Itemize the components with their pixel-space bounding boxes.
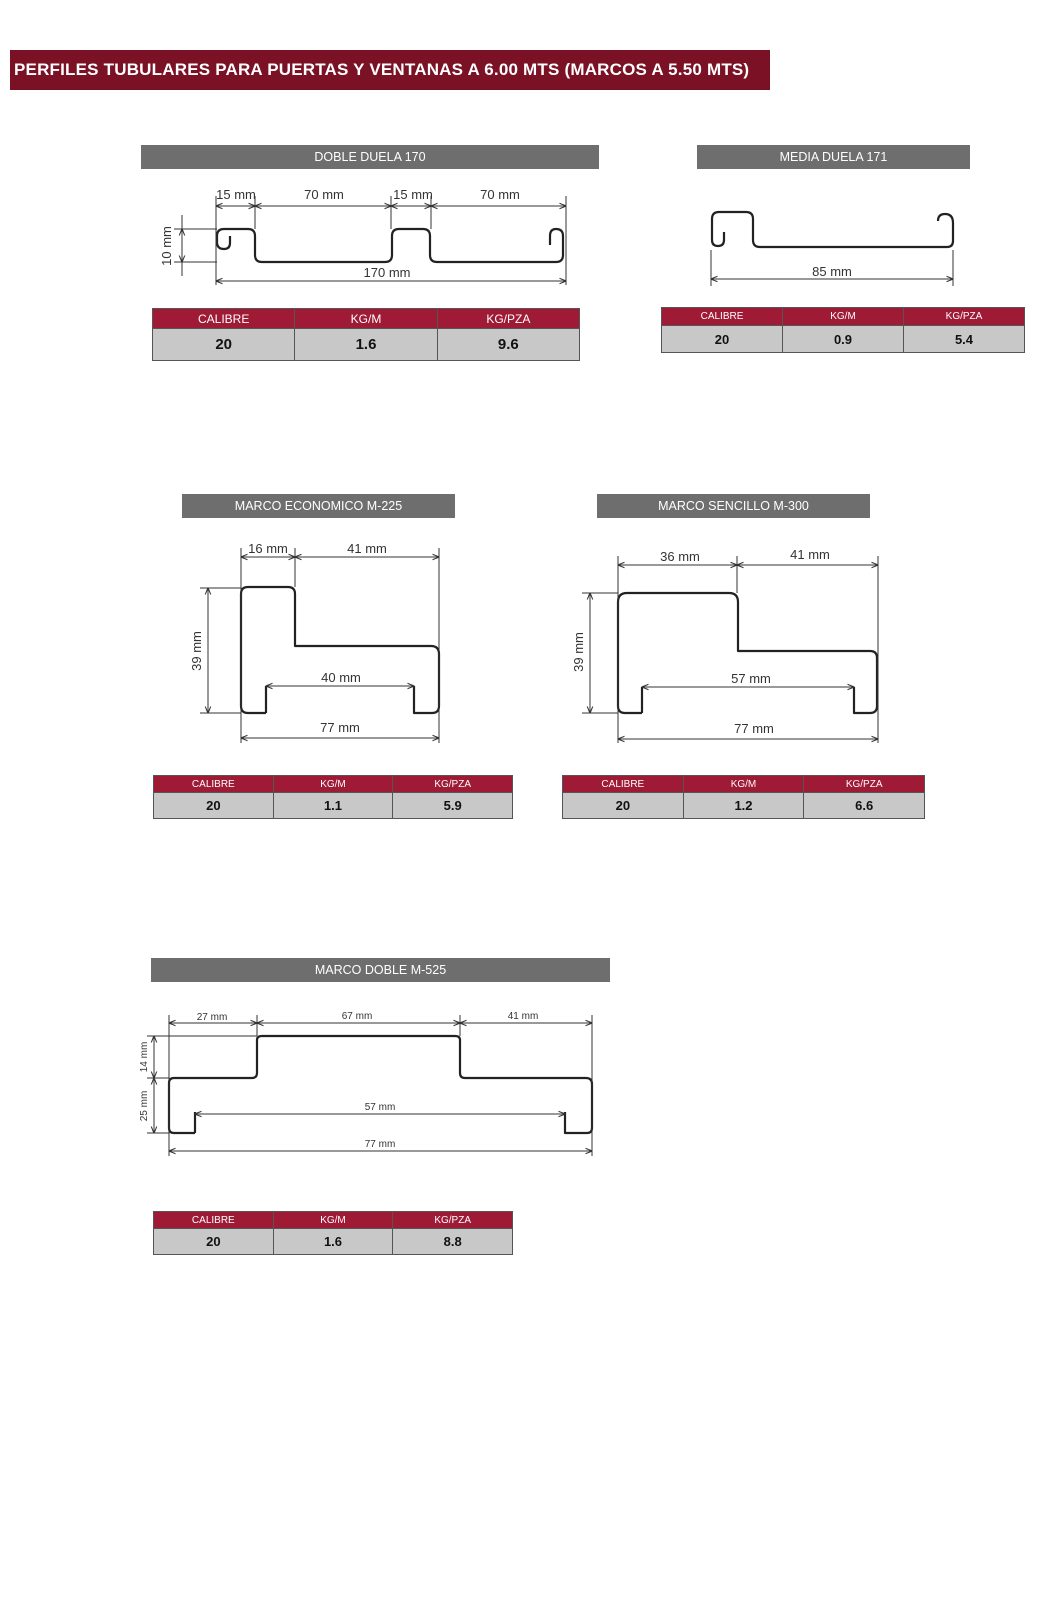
m525-profile-drawing [135, 1005, 605, 1165]
doble-duela-spec-table [152, 308, 580, 361]
media-duela-outline [712, 212, 953, 247]
doble-duela-profile-drawing [141, 180, 611, 290]
doble-duela-dim-d2: 70 mm [304, 187, 344, 202]
m300-dim-top-right: 41 mm [790, 547, 830, 562]
m300-spec-table [562, 775, 925, 819]
m300-calibre: 20 [563, 793, 684, 819]
m525-dim-total: 77 mm [364, 1139, 396, 1150]
m300-dim-top-left: 36 mm [660, 549, 700, 564]
m525-spec-table [153, 1211, 513, 1255]
m525-kg-pza: 8.8 [393, 1229, 513, 1255]
media-duela-kg-m: 0.9 [783, 326, 904, 353]
doble-duela-dim-height: 10 mm [159, 226, 174, 266]
m225-kg-m: 1.1 [273, 793, 393, 819]
m525-calibre: 20 [154, 1229, 274, 1255]
doble-duela-kg-m: 1.6 [295, 329, 437, 361]
media-duela-header-kg-m: KG/M [783, 308, 904, 326]
m225-dim-top-right: 41 mm [347, 541, 387, 556]
m300-header-kg-m: KG/M [683, 776, 804, 793]
m300-header-calibre: CALIBRE [563, 776, 684, 793]
m300-kg-pza: 6.6 [804, 793, 925, 819]
doble-duela-header-kg-pza: KG/PZA [437, 309, 579, 329]
media-duela-kg-pza: 5.4 [904, 326, 1025, 353]
m225-dim-top-left: 16 mm [248, 541, 288, 556]
doble-duela-dim-d3: 15 mm [393, 187, 433, 202]
m225-kg-pza: 5.9 [393, 793, 513, 819]
section-header-m225: MARCO ECONOMICO M-225 [182, 494, 455, 518]
m525-dim-lower-height: 25 mm [139, 1090, 150, 1122]
m300-header-kg-pza: KG/PZA [804, 776, 925, 793]
doble-duela-calibre: 20 [153, 329, 295, 361]
m225-header-calibre: CALIBRE [154, 776, 274, 793]
m525-dim-left: 27 mm [196, 1012, 228, 1023]
m300-dim-inner: 57 mm [731, 671, 771, 686]
media-duela-spec-table [661, 307, 1025, 353]
m300-dim-total: 77 mm [734, 721, 774, 736]
media-duela-profile-drawing [700, 200, 970, 290]
doble-duela-header-kg-m: KG/M [295, 309, 437, 329]
m225-spec-table [153, 775, 513, 819]
m525-header-calibre: CALIBRE [154, 1212, 274, 1229]
section-header-m525: MARCO DOBLE M-525 [151, 958, 610, 982]
m225-profile-drawing [185, 535, 455, 745]
m300-dim-height: 39 mm [571, 632, 586, 672]
m225-dim-total: 77 mm [320, 720, 360, 735]
m300-outline [618, 593, 877, 713]
doble-duela-outline [217, 229, 563, 262]
doble-duela-dim-d4: 70 mm [480, 187, 520, 202]
section-header-doble-duela: DOBLE DUELA 170 [141, 145, 599, 169]
m525-dim-inner: 57 mm [364, 1102, 396, 1113]
m525-dim-middle: 67 mm [341, 1011, 373, 1022]
m300-kg-m: 1.2 [683, 793, 804, 819]
doble-duela-dim-total: 170 mm [363, 265, 411, 280]
m225-outline [241, 587, 439, 713]
m225-calibre: 20 [154, 793, 274, 819]
m525-header-kg-m: KG/M [273, 1212, 393, 1229]
media-duela-header-kg-pza: KG/PZA [904, 308, 1025, 326]
m225-dim-height: 39 mm [189, 631, 204, 671]
m525-kg-m: 1.6 [273, 1229, 393, 1255]
m525-dim-upper-height: 14 mm [139, 1041, 150, 1073]
m525-header-kg-pza: KG/PZA [393, 1212, 513, 1229]
m225-dim-inner: 40 mm [321, 670, 361, 685]
media-duela-dim-total: 85 mm [812, 264, 852, 279]
section-header-media-duela: MEDIA DUELA 171 [697, 145, 970, 169]
m525-outline [169, 1036, 592, 1133]
m525-dim-right: 41 mm [507, 1011, 539, 1022]
doble-duela-dim-d1: 15 mm [216, 187, 256, 202]
m225-header-kg-m: KG/M [273, 776, 393, 793]
media-duela-header-calibre: CALIBRE [662, 308, 783, 326]
doble-duela-header-calibre: CALIBRE [153, 309, 295, 329]
section-header-m300: MARCO SENCILLO M-300 [597, 494, 870, 518]
page-title: PERFILES TUBULARES PARA PUERTAS Y VENTANAS A 6.00 MTS (MARCOS A 5.50 MTS) [10, 50, 770, 90]
media-duela-calibre: 20 [662, 326, 783, 353]
doble-duela-kg-pza: 9.6 [437, 329, 579, 361]
m225-header-kg-pza: KG/PZA [393, 776, 513, 793]
m300-profile-drawing [565, 540, 885, 750]
